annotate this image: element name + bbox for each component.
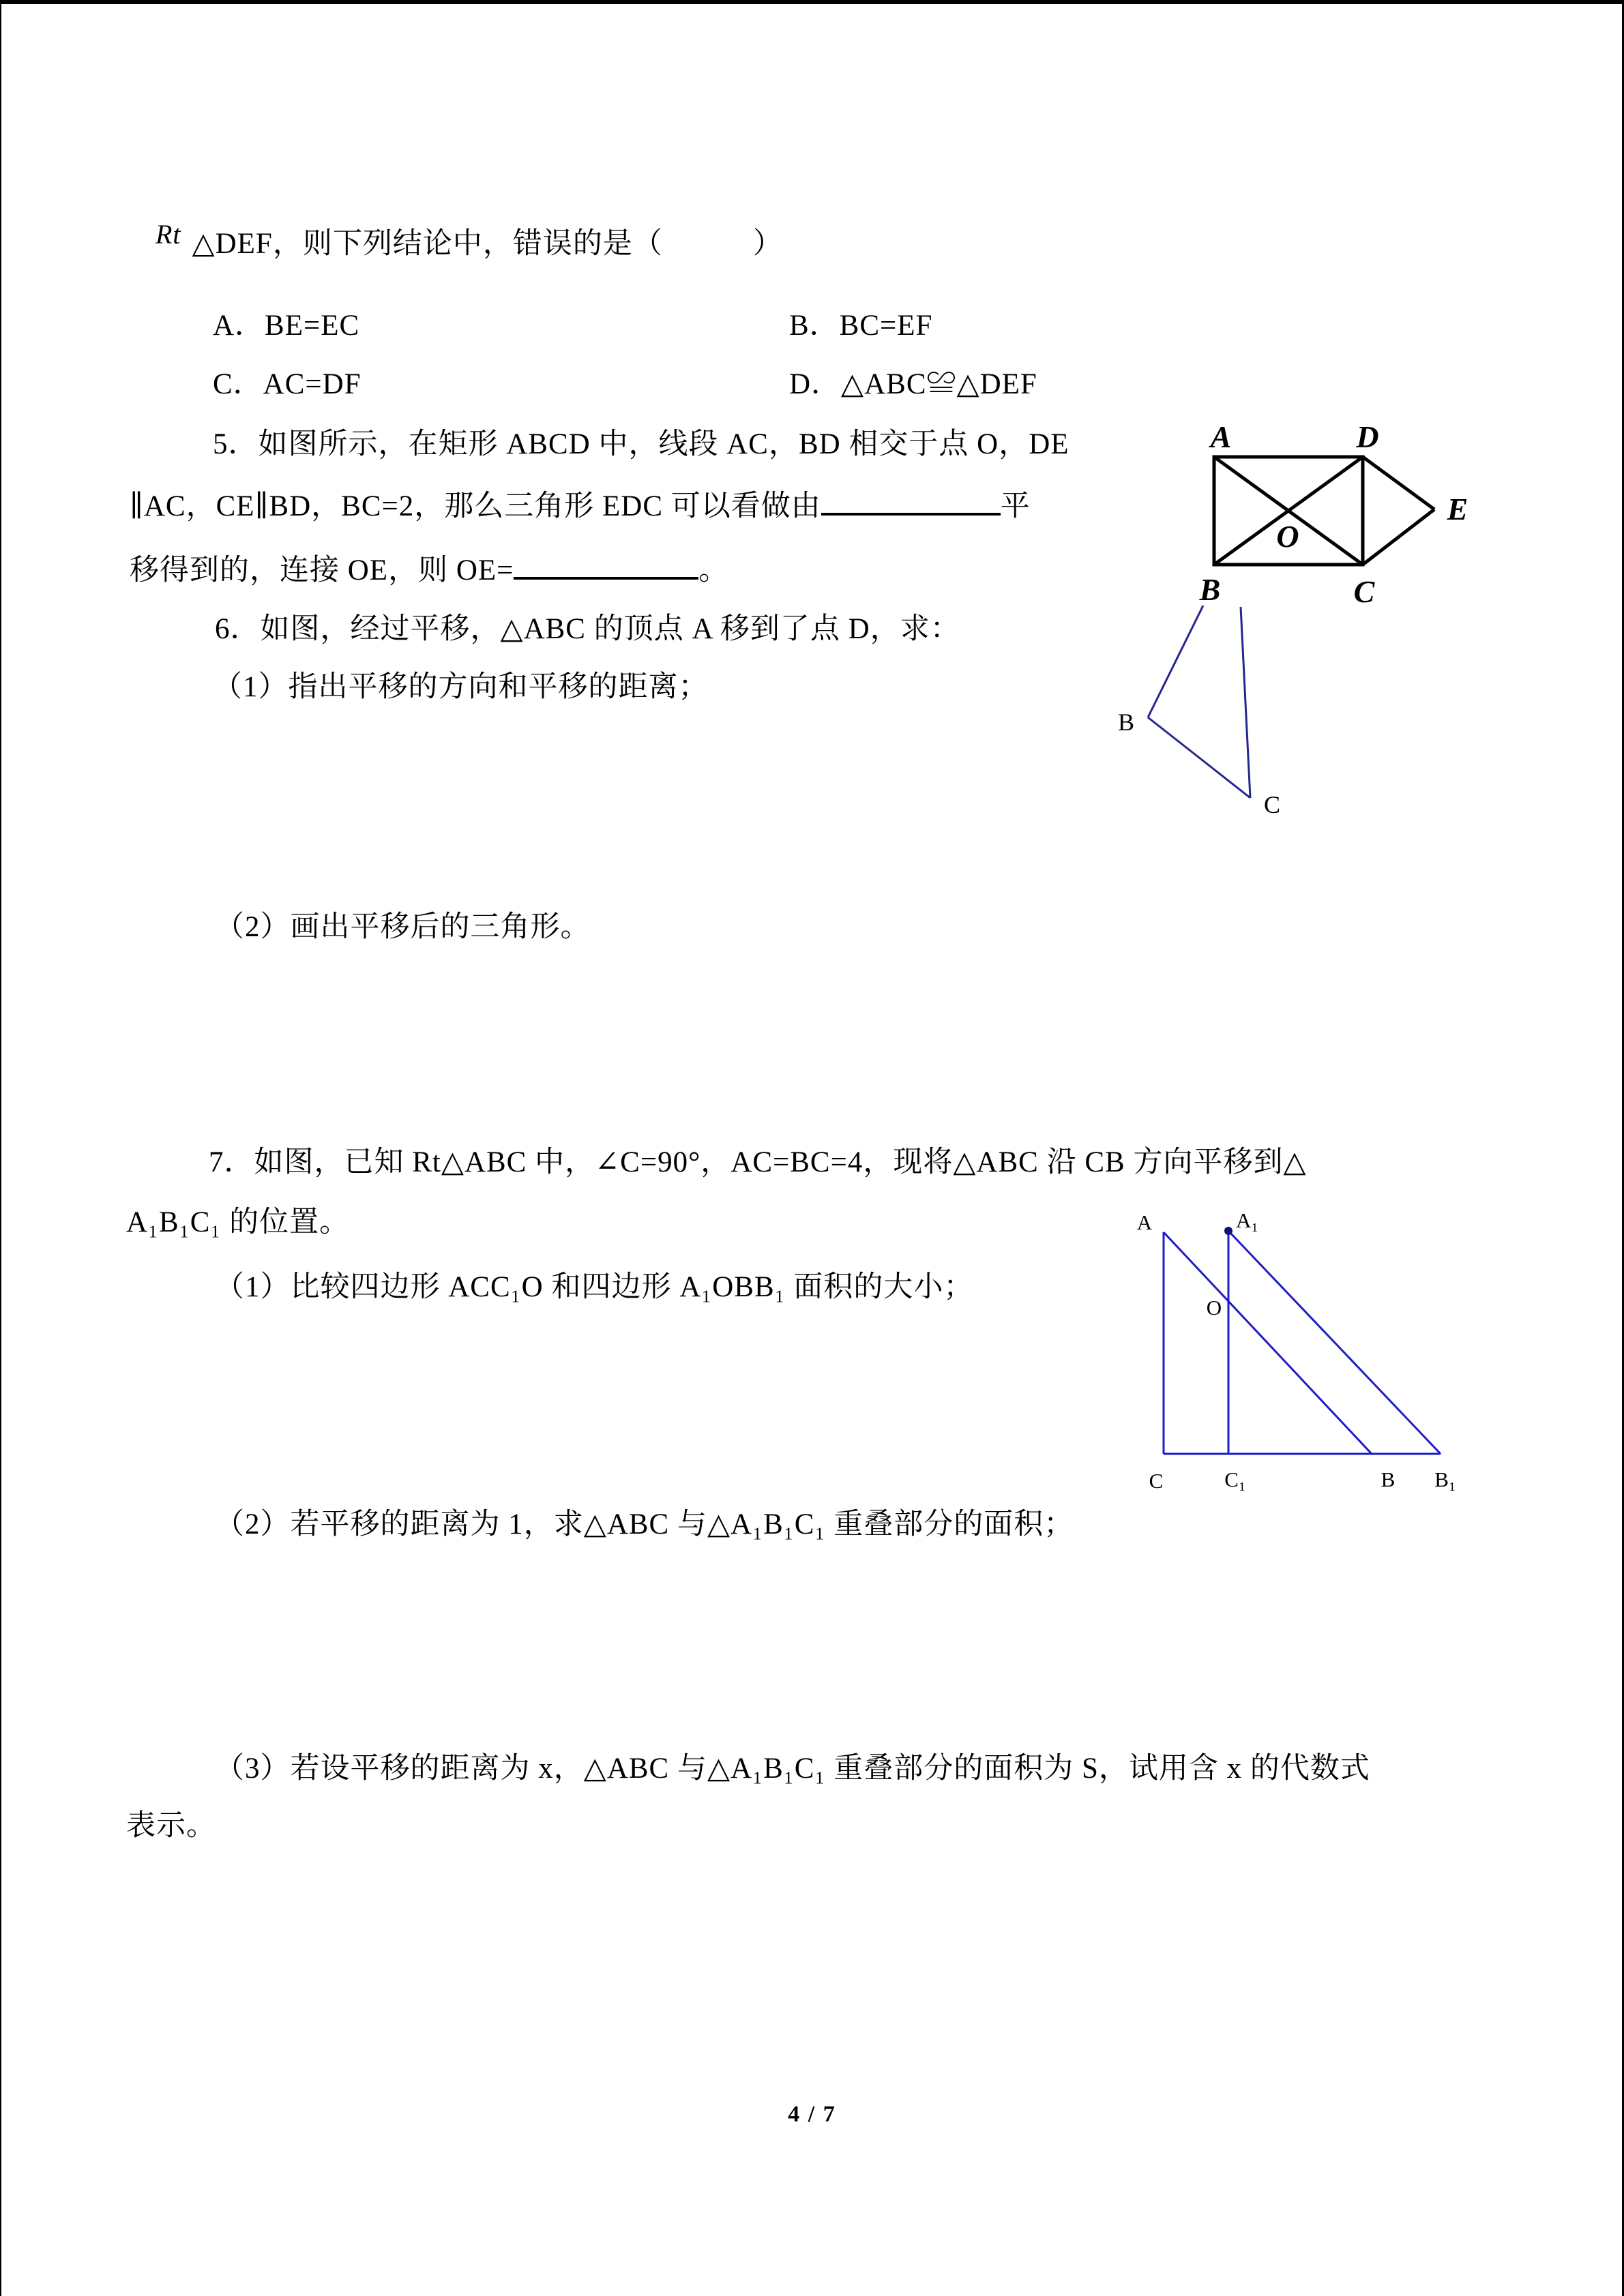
vertex-label-e: E [1447,492,1468,526]
q4-option-b: B．BC=EF [789,310,933,342]
hypotenuse-ab [1164,1232,1372,1454]
q5-line3-tail: 。 [698,554,729,586]
q4-rt-prefix: Rt [156,219,181,250]
center-label-o: O [1276,519,1299,554]
q6-figure-lines [1148,606,1250,798]
q7-part2: （2）若平移的距离为 1，求△ABC 与△A₁B₁C₁ 重叠部分的面积； [215,1508,1074,1540]
triangle-side-ca [1241,607,1250,798]
top-border [0,0,1624,4]
vertex-label-c: C [1353,574,1375,609]
vertex-label-a1: A₁ [1236,1208,1259,1232]
left-border [0,0,1,2296]
q7-figure-lines [1164,1231,1441,1454]
q5-figure-lines [1214,457,1434,565]
vertex-label-a: A [1210,419,1232,454]
q7-line1: 7．如图，已知 Rt△ABC 中，∠C=90°，AC=BC=4，现将△ABC 沿 CB 方向平移到△ [209,1146,1307,1178]
q5-line3 [130,550,728,591]
q5-line2 [130,486,1031,527]
q5-line3-text: 移得到的，连接 OE，则 OE= [130,554,514,586]
vertex-label-c: C [1149,1469,1164,1493]
page-number: 4 / 7 [788,2102,836,2127]
q6-part1: （1）指出平移的方向和平移的距离； [213,671,709,703]
q4-stem-line [156,219,783,265]
q5-line2-tail: 平 [1000,490,1031,522]
q7-part1: （1）比较四边形 ACC₁O 和四边形 A₁OBB₁ 面积的大小； [215,1271,974,1303]
q4-option-d: D．△ABC≌△DEF [789,368,1037,400]
vertex-label-b: B [1199,572,1221,607]
hypotenuse-a1b1 [1228,1231,1441,1454]
q5-line1: 5．如图所示，在矩形 ABCD 中，线段 AC，BD 相交于点 O，DE [213,428,1069,460]
vertex-label-c1: C₁ [1224,1467,1246,1491]
vertex-label-d: D [1356,419,1379,454]
q4-option-c: C．AC=DF [213,368,361,400]
q5-fill-in-blank-2 [514,550,698,580]
q5-fill-in-blank-1 [821,486,1001,516]
q6-part2: （2）画出平移后的三角形。 [215,911,591,943]
q7-line2: A₁B₁C₁ 的位置。 [126,1206,350,1238]
q7-part3-line2: 表示。 [126,1810,216,1842]
vertex-label-a: A [1136,1210,1153,1234]
vertex-dot-a1 [1224,1227,1232,1235]
triangle-side-ab [1148,606,1203,717]
vertex-label-b: B [1117,709,1135,736]
q4-stem-text: △DEF，则下列结论中，错误的是（ ） [192,228,783,260]
segment-ce [1363,509,1434,565]
intersection-label-o: O [1206,1296,1222,1320]
q5-line2-text: ∥AC，CE∥BD，BC=2，那么三角形 EDC 可以看做由 [130,490,821,522]
vertex-label-b: B [1381,1467,1396,1491]
q7-part3-line1: （3）若设平移的距离为 x，△ABC 与△A₁B₁C₁ 重叠部分的面积为 S，试用含 x 的代数式 [215,1753,1370,1785]
triangle-side-bc [1148,717,1250,798]
q4-option-a: A．BE=EC [213,310,360,342]
q6-triangle-figure [1112,586,1289,825]
vertex-label-b1: B₁ [1434,1467,1456,1491]
vertex-label-c: C [1263,791,1281,818]
q6-line1: 6．如图，经过平移，△ABC 的顶点 A 移到了点 D，求： [215,613,960,645]
q7-translation-figure [1125,1193,1466,1500]
segment-de [1363,457,1434,509]
